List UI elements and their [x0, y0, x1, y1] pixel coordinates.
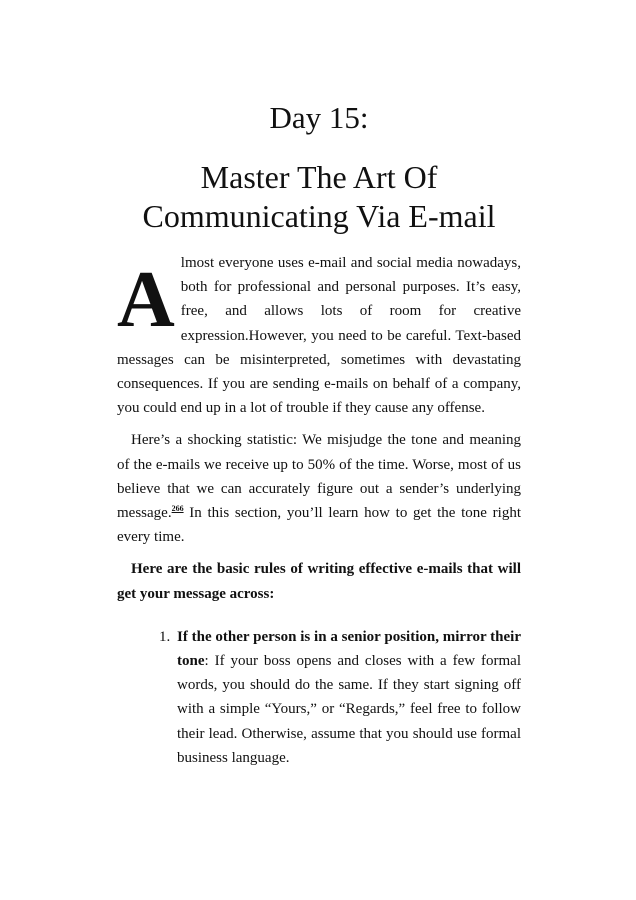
rule-text: : If your boss opens and closes with a few formal words, you should do the same. If they start signing off with a simple “Yours,” or “Regards,” feel free to follow their lead. Otherwise, assume that you should use formal business language.	[177, 653, 521, 766]
list-item-number: 1.	[159, 628, 171, 645]
body-text	[117, 251, 521, 770]
intro-text: lmost everyone uses e-mail and social media nowadays, both for professional and personal purposes. It’s easy, free, and allows lots of room for creative expression.However, you need to be careful. Text-based messages can be misinterpreted, sometimes with devastating consequences. If you are sending e-mails on behalf of a company, you could end up in a lot of trouble if they cause any offense.	[117, 255, 521, 417]
chapter-title: Master The Art Of Communicating Via E-mail	[142, 159, 496, 234]
statistic-text-continued: In this section, you’ll learn how to get the tone right every time.	[117, 505, 521, 546]
intro-paragraph	[117, 251, 521, 420]
statistic-text: Here’s a shocking statistic: We misjudge the tone and meaning of the e-mails we receive up to 50% of the time. Worse, most of us believe that we can accurately figure out a sender’s underlying message.	[117, 432, 521, 522]
day-heading: Day 15:	[269, 100, 369, 135]
list-item	[159, 625, 521, 770]
rules-intro: Here are the basic rules of writing effective e-mails that will get your message across:	[117, 561, 521, 602]
rule-heading: If the other person is in a senior position, mirror their tone	[177, 628, 521, 670]
drop-cap: A	[117, 256, 175, 344]
footnote-reference[interactable]: 266	[171, 504, 184, 514]
statistic-paragraph	[117, 428, 521, 549]
rules-list	[117, 625, 521, 770]
